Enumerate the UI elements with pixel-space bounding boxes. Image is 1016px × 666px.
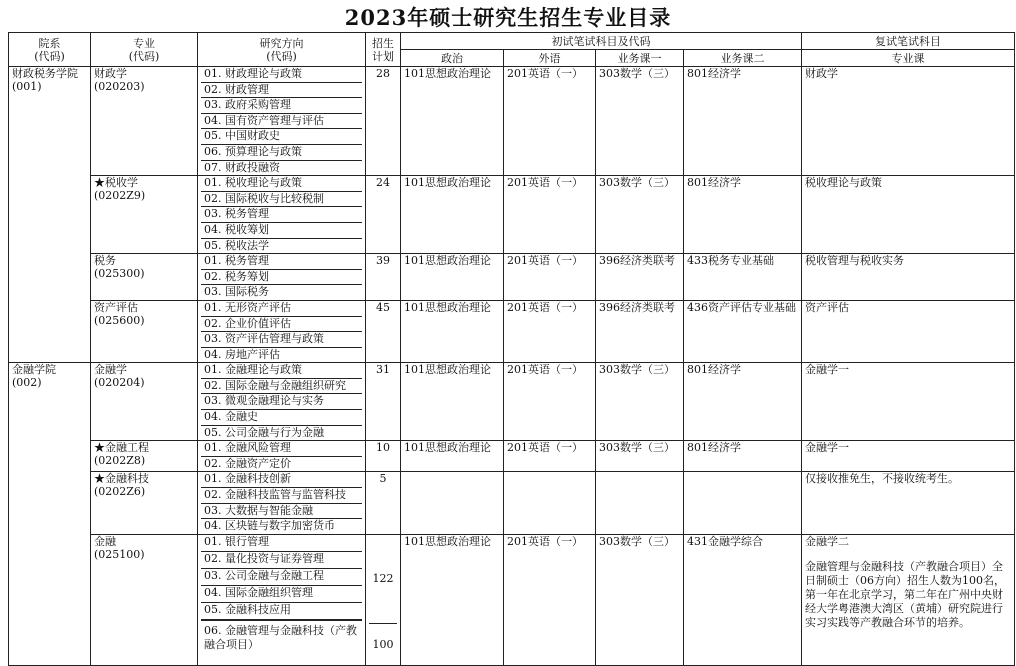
specialty-header: 专业课 [802, 50, 1015, 67]
direction-item: 02. 金融资产定价 [204, 456, 291, 470]
direction-cell [198, 254, 366, 301]
college-name: 金融学院 [12, 363, 56, 377]
table-row [9, 300, 1015, 362]
direction-item: 04. 区块链与数字加密货币 [204, 519, 335, 533]
course1-cell: 303数学（三） [596, 534, 684, 665]
foreign-cell: 201英语（一） [504, 254, 596, 301]
politics-cell: 101思想政治理论 [401, 176, 504, 254]
direction-item: 02. 国际金融与金融组织研究 [201, 379, 362, 395]
direction-cell [198, 534, 366, 665]
politics-cell [401, 472, 504, 534]
direction-item: 05. 公司金融与行为金融 [204, 425, 324, 439]
direction-item: 03. 微观金融理论与实务 [201, 394, 362, 410]
direction-item: 02. 金融科技监管与监管科技 [201, 488, 362, 504]
direction-item: 01. 银行管理 [201, 535, 362, 552]
course1-cell: 303数学（三） [596, 176, 684, 254]
major-name: 资产评估 [94, 300, 138, 314]
college-name: 财政税务学院 [12, 67, 78, 80]
retest-cell: 仅接收推免生，不接收统考生。 [802, 472, 1015, 534]
course2-cell [684, 472, 802, 534]
direction-item: 01. 金融理论与政策 [201, 363, 362, 379]
direction-item: 07. 财政投融资 [204, 160, 280, 174]
table-row [9, 176, 1015, 254]
major-code: (0202Z6) [94, 485, 146, 499]
retest-cell: 税收管理与税收实务 [802, 254, 1015, 301]
course2-cell: 801经济学 [684, 176, 802, 254]
direction-cell [198, 67, 366, 176]
politics-cell: 101思想政治理论 [401, 363, 504, 441]
college-cell [9, 67, 91, 363]
direction-item: 02. 税务筹划 [201, 270, 362, 286]
retest-cell [802, 534, 1015, 665]
direction-item: 01. 税务管理 [201, 254, 362, 270]
table-row [9, 472, 1015, 534]
direction-item: 01. 财政理论与政策 [201, 67, 362, 83]
college-code: (001) [12, 80, 42, 93]
major-name: 税收学 [105, 176, 138, 190]
major-cell [91, 534, 198, 665]
major-name: 金融学 [94, 363, 127, 377]
direction-cell [198, 300, 366, 362]
direction-item: 03. 国际税务 [204, 285, 269, 299]
plan-value: 122 [369, 535, 397, 624]
course1-header: 业务课一 [596, 50, 684, 67]
major-name: 财政学 [94, 67, 127, 80]
direction-item: 01. 税收理论与政策 [201, 176, 362, 192]
direction-item: 03. 大数据与智能金融 [201, 504, 362, 520]
plan-cell: 28 [366, 67, 401, 176]
politics-cell: 101思想政治理论 [401, 67, 504, 176]
major-code: (025300) [94, 267, 145, 281]
course2-cell: 431金融学综合 [684, 534, 802, 665]
plan-value-extra: 100 [372, 637, 394, 651]
foreign-cell: 201英语（一） [504, 441, 596, 472]
direction-item: 04. 国际金融组织管理 [201, 586, 362, 603]
retest-cell: 财政学 [802, 67, 1015, 176]
direction-cell [198, 472, 366, 534]
major-name: 金融工程 [105, 441, 149, 455]
foreign-cell: 201英语（一） [504, 534, 596, 665]
foreign-cell: 201英语（一） [504, 176, 596, 254]
major-name: 金融 [94, 534, 116, 548]
direction-item: 04. 金融史 [201, 410, 362, 426]
direction-item: 03. 资产评估管理与政策 [201, 332, 362, 348]
major-cell [91, 67, 198, 176]
major-code: (025100) [94, 547, 145, 561]
program-note: 金融管理与金融科技（产教融合项目）全日制硕士（06方向）招生人数为100名，第一年在北京学习，第二年在广州中央财经大学粤港澳大湾区（黄埔）研究院进行实习实践等产教融合环节的培养。 [805, 559, 1005, 629]
header-row-1 [9, 33, 1015, 50]
plan-cell [366, 534, 401, 665]
major-code: (0202Z8) [94, 454, 146, 468]
direction-item: 04. 房地产评估 [204, 347, 280, 361]
foreign-header: 外语 [504, 50, 596, 67]
direction-item: 02. 国际税收与比较税制 [201, 192, 362, 208]
table-row [9, 441, 1015, 472]
plan-cell: 39 [366, 254, 401, 301]
initial-exam-header: 初试笔试科目及代码 [401, 33, 802, 50]
major-name: 税务 [94, 254, 116, 268]
plan-cell: 10 [366, 441, 401, 472]
table-row [9, 67, 1015, 176]
direction-item: 05. 税收法学 [204, 238, 269, 252]
college-cell [9, 363, 91, 666]
politics-header: 政治 [401, 50, 504, 67]
retest-cell: 金融学一 [802, 441, 1015, 472]
retest-header: 复试笔试科目 [802, 33, 1015, 50]
major-header: 专业 (代码) [91, 33, 198, 67]
direction-cell [198, 363, 366, 441]
course2-header: 业务课二 [684, 50, 802, 67]
direction-item: 01. 金融风险管理 [201, 441, 362, 457]
direction-item: 06. 预算理论与政策 [201, 145, 362, 161]
direction-item: 05. 金融科技应用 [201, 603, 362, 620]
major-code: (020203) [94, 80, 145, 93]
page-title: 2023年硕士研究生招生专业目录 [344, 5, 672, 30]
direction-item: 01. 无形资产评估 [201, 301, 362, 317]
course1-cell: 303数学（三） [596, 67, 684, 176]
major-cell [91, 254, 198, 301]
major-cell: ★税收学 (0202Z9) [91, 176, 198, 254]
major-code: (0202Z9) [94, 189, 146, 203]
course1-cell: 396经济类联考 [596, 254, 684, 301]
foreign-cell: 201英语（一） [504, 363, 596, 441]
direction-item: 02. 量化投资与证券管理 [201, 552, 362, 569]
politics-cell: 101思想政治理论 [401, 254, 504, 301]
foreign-cell [504, 472, 596, 534]
major-name: 金融科技 [105, 472, 149, 486]
major-code: (025600) [94, 313, 145, 327]
plan-cell: 45 [366, 300, 401, 362]
direction-item: 03. 税务管理 [201, 207, 362, 223]
foreign-cell: 201英语（一） [504, 67, 596, 176]
politics-cell: 101思想政治理论 [401, 300, 504, 362]
plan-cell: 31 [366, 363, 401, 441]
direction-item: 04. 税收筹划 [201, 223, 362, 239]
course2-cell: 433税务专业基础 [684, 254, 802, 301]
major-code: (020204) [94, 376, 145, 390]
college-header: 院系 (代码) [9, 33, 91, 67]
course2-cell: 801经济学 [684, 363, 802, 441]
politics-cell: 101思想政治理论 [401, 441, 504, 472]
retest-cell: 金融学一 [802, 363, 1015, 441]
course2-cell: 801经济学 [684, 441, 802, 472]
table-row [9, 254, 1015, 301]
course2-cell: 801经济学 [684, 67, 802, 176]
politics-cell: 101思想政治理论 [401, 534, 504, 665]
major-cell [91, 300, 198, 362]
course2-cell: 436资产评估专业基础 [684, 300, 802, 362]
direction-item: 05. 中国财政史 [201, 129, 362, 145]
direction-item: 03. 公司金融与金融工程 [201, 569, 362, 586]
retest-cell: 税收理论与政策 [802, 176, 1015, 254]
plan-cell: 24 [366, 176, 401, 254]
course1-cell: 303数学（三） [596, 441, 684, 472]
course1-cell: 396经济类联考 [596, 300, 684, 362]
table-row [9, 534, 1015, 665]
retest-subject: 金融学二 [805, 534, 849, 548]
table-row [9, 363, 1015, 441]
direction-item: 02. 企业价值评估 [201, 317, 362, 333]
direction-cell [198, 176, 366, 254]
direction-cell [198, 441, 366, 472]
major-cell: ★金融工程 (0202Z8) [91, 441, 198, 472]
direction-item: 06. 金融管理与金融科技（产教融合项目） [201, 620, 362, 658]
course1-cell [596, 472, 684, 534]
college-code: (002) [12, 376, 42, 390]
foreign-cell: 201英语（一） [504, 300, 596, 362]
catalog-table [8, 32, 1015, 666]
retest-cell: 资产评估 [802, 300, 1015, 362]
course1-cell: 303数学（三） [596, 363, 684, 441]
direction-item: 03. 政府采购管理 [201, 98, 362, 114]
direction-item: 04. 国有资产管理与评估 [201, 114, 362, 130]
direction-item: 02. 财政管理 [201, 83, 362, 99]
direction-header: 研究方向 (代码) [198, 33, 366, 67]
major-cell: ★金融科技 (0202Z6) [91, 472, 198, 534]
plan-header: 招生 计划 [366, 33, 401, 67]
major-cell [91, 363, 198, 441]
plan-cell: 5 [366, 472, 401, 534]
direction-item: 01. 金融科技创新 [201, 472, 362, 488]
